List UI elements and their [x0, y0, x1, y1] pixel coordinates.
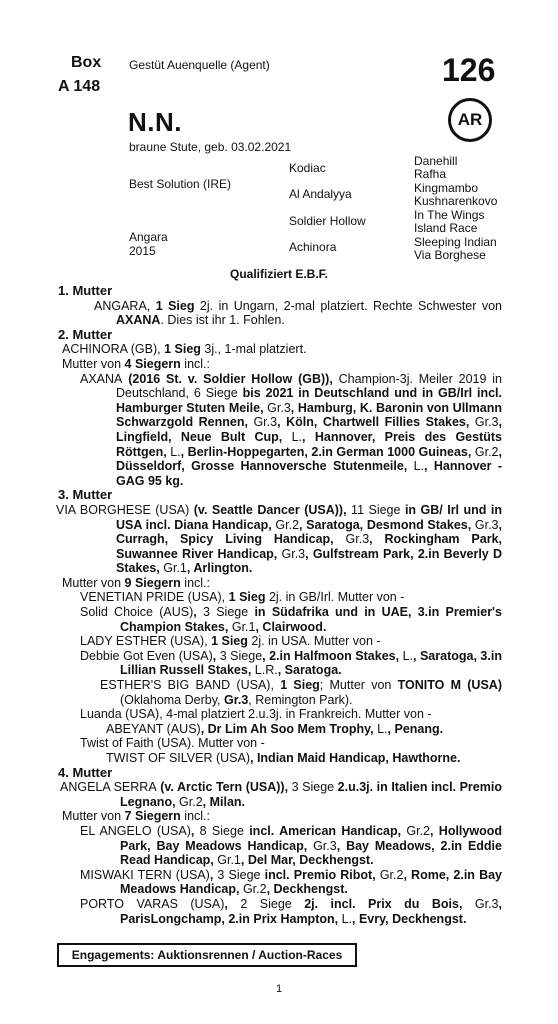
dam-entry-via-borghese — [58, 503, 502, 576]
text-run: L. — [413, 459, 425, 474]
produce-entry-lady-esther — [58, 634, 502, 649]
produce-entry-twist-of-silver — [58, 751, 502, 766]
text-run: Gr.2 — [379, 867, 404, 882]
text-run: Mutter von — [62, 356, 125, 371]
bold-run: , Hollywood Park, Bay Meadows Handicap, — [120, 823, 502, 853]
bold-run: , Deckhengst. — [266, 882, 348, 897]
family-section — [58, 284, 502, 926]
text-run: 8 Siege — [199, 823, 244, 838]
bold-run: 1 Sieg — [155, 298, 195, 313]
section-heading-3: 3. Mutter — [58, 487, 113, 503]
dam-entry-angara — [58, 299, 502, 328]
text-run: L. — [291, 429, 303, 444]
section-heading-4: 4. Mutter — [58, 764, 113, 780]
text-run: 2j. in Ungarn, 2-mal platziert. Rechte Schwester von — [194, 298, 502, 313]
text-run: Gr.2 — [474, 444, 499, 459]
bold-run: , — [224, 896, 241, 911]
bold-run: 7 Siegern — [124, 809, 181, 824]
text-run: 11 Siege — [351, 502, 401, 517]
bold-run: 2j. incl. Prix du Bois, — [291, 896, 475, 911]
bold-run: incl. American Handicap, — [243, 823, 407, 838]
produce-entry-venetian-pride — [58, 590, 502, 605]
bold-run: 9 Siegern — [124, 575, 181, 590]
bold-run: , Rome, 2.in Bay Meadows Handicap, — [120, 867, 502, 897]
text-run: VIA BORGHESE (USA) — [56, 502, 190, 517]
produce-entry-esthers-big-band — [58, 678, 502, 707]
produce-entry-miswaki-tern — [58, 868, 502, 897]
bold-run: , Saratoga, 3.in Lillian Russell Stakes, — [120, 648, 502, 678]
text-run: Gr.1 — [163, 561, 187, 576]
bold-run: , Bay Meadows, 2.in Eddie Read Handicap, — [120, 838, 502, 868]
produce-entry-twist-of-faith — [58, 736, 502, 751]
bold-run: in Südafrika und in UAE, 3.in Premier's Champion Stakes, — [120, 605, 502, 634]
bold-run: , Gulfstream Park, 2.in Beverly D Stakes, — [116, 546, 503, 576]
pedigree-gg-4: Kushnarenkovo — [414, 194, 498, 208]
produce-entry-solid-choice — [58, 605, 502, 634]
bold-run: , — [190, 823, 200, 838]
qualification-note: Qualifiziert E.B.F. — [229, 267, 328, 281]
text-run: Solid Choice (AUS) — [80, 605, 194, 620]
box-label: Box — [71, 54, 102, 71]
bold-run: , Penang. — [387, 721, 444, 736]
text-run: ACHINORA (GB), — [62, 342, 165, 357]
bold-run: , Köln, Chartwell Fillies Stakes, — [277, 415, 475, 430]
bold-run: , ParisLongchamp, 2.in Prix Hampton, — [120, 896, 502, 926]
produce-entry-axana — [58, 372, 502, 489]
bold-run: , 2.in Halfmoon Stakes, — [262, 648, 403, 663]
text-run: Gr.1 — [231, 619, 256, 634]
text-run: incl.: — [180, 809, 210, 824]
pedigree-gg-6: Island Race — [414, 221, 478, 235]
bold-run: , Saratoga, Desmond Stakes, — [299, 517, 475, 532]
text-run: Gr.3 — [474, 896, 499, 911]
ar-badge — [448, 98, 492, 142]
text-run: incl.: — [180, 575, 210, 590]
text-run: L. — [377, 721, 388, 736]
text-run: Gr.2 — [275, 517, 300, 532]
text-run: . Dies ist ihr 1. Fohlen. — [160, 313, 285, 328]
bold-run: AXANA — [116, 313, 161, 328]
produce-entry-debbie-got-even — [58, 649, 502, 678]
pedigree-gg-7: Sleeping Indian — [414, 235, 497, 249]
bold-run: , Düsseldorf, Grosse Hannoversche Stutenmeile, — [116, 444, 502, 474]
text-run: Gr.2 — [242, 882, 267, 897]
section-heading-2: 2. Mutter — [58, 326, 113, 342]
bold-run: , Arlington. — [186, 561, 253, 576]
text-run: MISWAKI TERN (USA) — [80, 867, 210, 882]
text-run: , Remington Park). — [248, 692, 353, 707]
text-run: Luanda (USA), 4-mal platziert 2.u.3j. in Frankreich. Mutter von - — [80, 707, 432, 722]
text-run: Mutter von — [62, 809, 125, 824]
bold-run: , Lingfield, Neue Bult Cup, — [116, 415, 502, 444]
text-run: Gr.3 — [474, 517, 499, 532]
text-run: ANGARA, — [94, 298, 156, 313]
text-run: Gr.2 — [406, 823, 431, 838]
winners-line-4 — [58, 809, 502, 824]
pedigree-dam-sire: Soldier Hollow — [289, 214, 366, 228]
bold-run: , Saratoga. — [277, 663, 342, 678]
bold-run: , Hannover, Preis des Gestüts Röttgen, — [116, 429, 502, 459]
produce-entry-luanda — [58, 707, 502, 722]
text-run: L. — [341, 911, 353, 926]
bold-run: , Evry, Deckhengst. — [352, 911, 467, 926]
text-run: ESTHER'S BIG BAND (USA), — [100, 678, 281, 693]
bold-run: , — [212, 648, 220, 663]
bold-run: 1 Sieg — [228, 590, 266, 605]
bold-run: 1 Sieg — [280, 678, 320, 693]
ar-badge-text: AR — [457, 110, 483, 129]
text-run: 3 Siege — [217, 867, 261, 882]
bold-run: , — [193, 605, 203, 620]
bold-run: incl. Premio Ribot, — [260, 867, 380, 882]
box-number: A 148 — [58, 78, 101, 95]
bold-run: (v. Seattle Dancer (USA)), — [189, 502, 352, 517]
text-run: AXANA — [80, 371, 123, 386]
produce-entry-abeyant — [58, 722, 502, 737]
text-run: ; Mutter von — [319, 678, 398, 693]
winners-line-2 — [58, 357, 502, 372]
produce-entry-el-angelo — [58, 824, 502, 868]
bold-run: TONITO M (USA) — [397, 678, 502, 693]
text-run: 2j. in GB/Irl. Mutter von - — [265, 590, 405, 605]
pedigree-gg-1: Danehill — [414, 154, 458, 168]
text-run: LADY ESTHER (USA), — [80, 634, 212, 649]
agent-name: Gestüt Auenquelle (Agent) — [129, 58, 270, 72]
engagements-text: Engagements: Auktionsrennen / Auction-Races — [71, 948, 343, 962]
page-number: 1 — [275, 983, 283, 995]
section-heading-1: 1. Mutter — [58, 283, 113, 298]
text-run: Gr.3 — [267, 400, 291, 415]
text-run: L.R. — [254, 663, 278, 678]
text-run: 3 Siege — [219, 648, 263, 663]
text-run: Gr.2 — [179, 794, 203, 809]
bold-run: , — [209, 867, 218, 882]
text-run: L. — [170, 444, 181, 459]
text-run: (Oklahoma Derby, — [120, 692, 224, 707]
bold-run: (2016 St. v. Soldier Hollow (GB)), — [122, 371, 339, 386]
text-run: Champion-3j. Meiler 2019 in Deutschland, 6 Siege — [116, 371, 502, 401]
bold-run: , Rockingham Park, Suwannee River Handicap, — [116, 532, 502, 561]
lot-number: 126 — [442, 52, 496, 88]
text-run: Gr.3 — [474, 415, 499, 430]
pedigree-gg-3: Kingmambo — [414, 181, 479, 195]
text-run: Mutter von — [62, 575, 125, 590]
text-run: Gr.1 — [217, 853, 241, 868]
text-run: Gr.3 — [281, 546, 306, 561]
dam-entry-angela-serra — [58, 780, 502, 809]
text-run: EL ANGELO (USA) — [80, 823, 191, 838]
text-run: PORTO VARAS (USA) — [80, 896, 225, 911]
text-run: ANGELA SERRA — [60, 780, 157, 795]
bold-run: , Milan. — [202, 794, 246, 809]
engagements-box — [57, 943, 357, 967]
text-run: 2 Siege — [240, 896, 292, 911]
text-run: Twist of Faith (USA). Mutter von - — [80, 736, 265, 751]
text-run: Gr.3 — [253, 415, 278, 430]
text-run: incl.: — [180, 356, 210, 371]
pedigree-gg-5: In The Wings — [414, 208, 485, 222]
horse-name: N.N. — [128, 107, 182, 137]
bold-run: Gr.3 — [223, 692, 249, 707]
pedigree-sire-dam: Al Andalyya — [289, 187, 352, 201]
dam-entry-achinora — [58, 342, 502, 357]
bold-run: , Dr Lim Ah Soo Mem Trophy, — [200, 721, 378, 736]
bold-run: , Curragh, Spicy Living Handicap, — [116, 517, 502, 547]
bold-run: , Berlin-Hoppegarten, 2.in German 1000 Guineas, — [180, 444, 475, 459]
text-run: 3 Siege — [203, 605, 249, 620]
pedigree-sire-sire: Kodiac — [289, 161, 326, 175]
horse-description: braune Stute, geb. 03.02.2021 — [129, 140, 292, 154]
pedigree-gg-8: Via Borghese — [414, 248, 486, 262]
bold-run: , Clairwood. — [255, 619, 327, 634]
text-run: Gr.3 — [345, 532, 370, 547]
bold-run: , Indian Maid Handicap, Hawthorne. — [250, 751, 461, 765]
text-run: ABEYANT (AUS) — [106, 721, 201, 736]
text-run: 2j. in USA. Mutter von - — [247, 634, 381, 649]
text-run: Debbie Got Even (USA) — [80, 648, 213, 663]
bold-run: (v. Arctic Tern (USA)), — [156, 780, 292, 795]
pedigree-gg-2: Rafha — [414, 167, 447, 181]
bold-run: , Hannover - GAG 95 kg. — [116, 459, 502, 488]
pedigree-dam: Angara — [129, 230, 168, 244]
bold-run: 1 Sieg — [211, 634, 248, 649]
bold-run: , Del Mar, Deckhengst. — [240, 853, 374, 868]
text-run: L. — [402, 648, 413, 663]
text-run: VENETIAN PRIDE (USA), — [80, 590, 229, 605]
bold-run: in GB/ Irl und in USA incl. Diana Handicap, — [116, 502, 502, 532]
pedigree-dam-dam: Achinora — [289, 240, 337, 254]
winners-line-3 — [58, 576, 502, 591]
text-run: Gr.3 — [313, 838, 337, 853]
bold-run: 2.u.3j. in Italien incl. Premio Legnano, — [120, 780, 502, 809]
text-run: TWIST OF SILVER (USA) — [106, 751, 250, 765]
bold-run: 1 Sieg — [164, 342, 201, 357]
pedigree-dam-year: 2015 — [129, 244, 156, 258]
pedigree-sire: Best Solution (IRE) — [129, 177, 232, 191]
bold-run: bis 2021 in Deutschland und in GB/Irl incl. Hamburger Stuten Meile, — [116, 386, 502, 415]
bold-run: , Hamburg, K. Baronin von Ullmann Schwarzgold Rennen, — [116, 400, 502, 430]
text-run: 3j., 1-mal platziert. — [200, 342, 307, 357]
produce-entry-porto-varas — [58, 897, 502, 926]
bold-run: 4 Siegern — [124, 356, 181, 371]
text-run: 3 Siege — [291, 780, 335, 795]
